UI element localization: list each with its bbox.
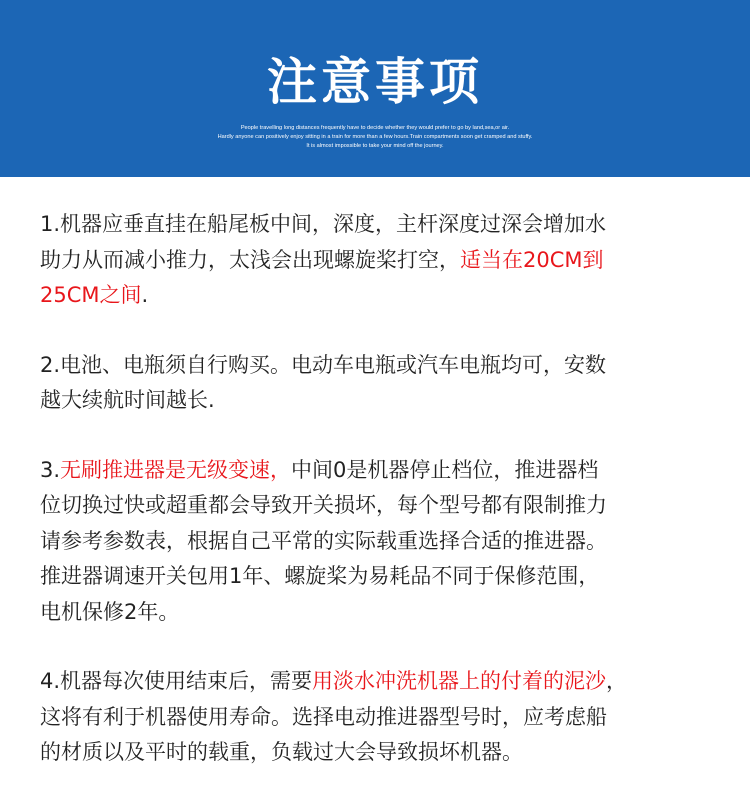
note-3: [40, 453, 720, 631]
note-line: 2.电池、电瓶须自行购买。电动车电瓶或汽车电瓶均可，安数: [40, 352, 607, 377]
note-2: [40, 348, 720, 419]
subtitle-line: People travelling long distances frequently have to decide whether they would prefer to go by land,sea,or air.: [240, 125, 510, 131]
subtitle-line: Hardly anyone can positively enjoy sitting in a train for more than a few hours.Train compartments soon get cramped and stuffy.: [217, 134, 533, 140]
note-text: 助力从而减小推力，太浅会出现螺旋桨打空，: [40, 247, 460, 272]
notes-list: [40, 207, 720, 771]
note-text: 中间0是机器停止档位，推进器档: [291, 457, 599, 482]
note-1: [40, 207, 720, 314]
highlight-text: 25CM之间: [40, 283, 142, 307]
note-text: .: [141, 283, 149, 307]
note-line: 请参考参数表，根据自己平常的实际载重选择合适的推进器。: [40, 528, 607, 553]
note-line: 这将有利于机器使用寿命。选择电动推进器型号时，应考虑船: [40, 704, 607, 729]
note-line: [40, 243, 720, 279]
header-banner: [0, 0, 750, 177]
note-line: 推进器调速开关包用1年、螺旋桨为易耗品不同于保修范围，: [40, 564, 600, 588]
highlight-text: 适当在20CM到: [460, 247, 604, 272]
note-text: 3.: [40, 457, 61, 482]
highlight-text: 用淡水冲洗机器上的付着的泥沙: [312, 669, 607, 693]
note-line: 电机保修2年。: [40, 599, 180, 624]
note-line: [40, 664, 720, 700]
note-4: [40, 664, 720, 771]
note-line: [40, 453, 720, 489]
note-line: [40, 278, 720, 314]
subtitle-line: It is almost impossible to take your mind off the journey.: [306, 143, 444, 149]
note-text: ，: [606, 669, 628, 693]
note-line: 越大续航时间越长.: [40, 388, 215, 412]
highlight-text: 无刷推进器是无级变速，: [60, 457, 292, 482]
banner-subtitle: [0, 124, 750, 151]
note-line: 位切换过快或超重都会导致开关损坏，每个型号都有限制推力: [40, 493, 607, 517]
note-line: 1.机器应垂直挂在船尾板中间，深度，主杆深度过深会增加水: [40, 212, 607, 236]
note-text: 4.机器每次使用结束后，需要: [40, 669, 313, 693]
page-title: 注意事项: [267, 53, 483, 111]
note-line: 的材质以及平时的载重，负载过大会导致损坏机器。: [40, 740, 523, 764]
